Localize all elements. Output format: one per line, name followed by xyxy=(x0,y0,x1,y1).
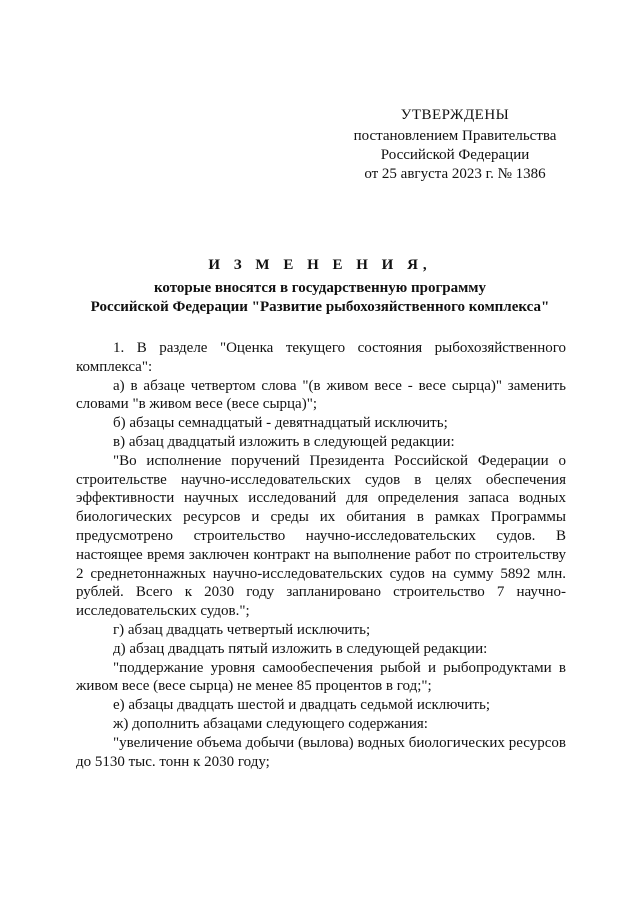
approval-heading: УТВЕРЖДЕНЫ xyxy=(400,107,510,123)
paragraph-quote-self-sufficiency: "поддержание уровня самообеспечения рыбой и рыбопродуктами в живом весе (весе сырца) не менее 85 процентов в год;"; xyxy=(76,659,566,695)
paragraph-quote-research-vessels: "Во исполнение поручений Президента Российской Федерации о строительстве научно-исследовательских судов в целях обеспечения эффективности научных исследований для определения запаса водных биологических ресурсов и среды их обитания в рамках Программы предусмотрено строительство научно-исследовательских судов. В настоящее время заключен контракт на выполнение работ по строительству 2 среднетоннажных научно-исследовательских судов на сумму 5892 млн. рублей. Всего к 2030 году запланировано строительство 7 научно-исследовательских судов."; xyxy=(76,452,566,620)
approval-line: Российской Федерации xyxy=(380,147,530,163)
paragraph-item-a: а) в абзаце четвертом слова "(в живом весе - весе сырца)" заменить словами "в живом весе (весе сырца)"; xyxy=(76,377,566,413)
paragraph-section-1: 1. В разделе "Оценка текущего состояния рыбохозяйственного комплекса": xyxy=(76,340,566,375)
approval-block xyxy=(340,106,570,184)
paragraph-item-v: в) абзац двадцатый изложить в следующей редакции: xyxy=(113,433,455,450)
approval-date-line: от 25 августа 2023 г. № 1386 xyxy=(364,166,546,182)
paragraph-item-zh: ж) дополнить абзацами следующего содержания: xyxy=(113,715,428,732)
document-title xyxy=(70,256,570,317)
paragraph-item-b: б) абзацы семнадцатый - девятнадцатый исключить; xyxy=(113,415,448,432)
document-body xyxy=(76,339,566,771)
paragraph-item-d: д) абзац двадцать пятый изложить в следующей редакции: xyxy=(113,640,488,657)
paragraph-quote-catch-volume: "увеличение объема добычи (вылова) водных биологических ресурсов до 5130 тыс. тонн к 2030 году; xyxy=(76,734,566,770)
title-subline: которые вносятся в государственную программу xyxy=(153,280,487,296)
paragraph-item-e: е) абзацы двадцать шестой и двадцать седьмой исключить; xyxy=(113,697,491,714)
paragraph-item-g: г) абзац двадцать четвертый исключить; xyxy=(113,621,371,638)
approval-line: постановлением Правительства xyxy=(353,128,557,144)
title-subline: Российской Федерации "Развитие рыбохозяйственного комплекса" xyxy=(90,299,550,315)
title-heading: И З М Е Н Е Н И Я, xyxy=(208,257,432,273)
